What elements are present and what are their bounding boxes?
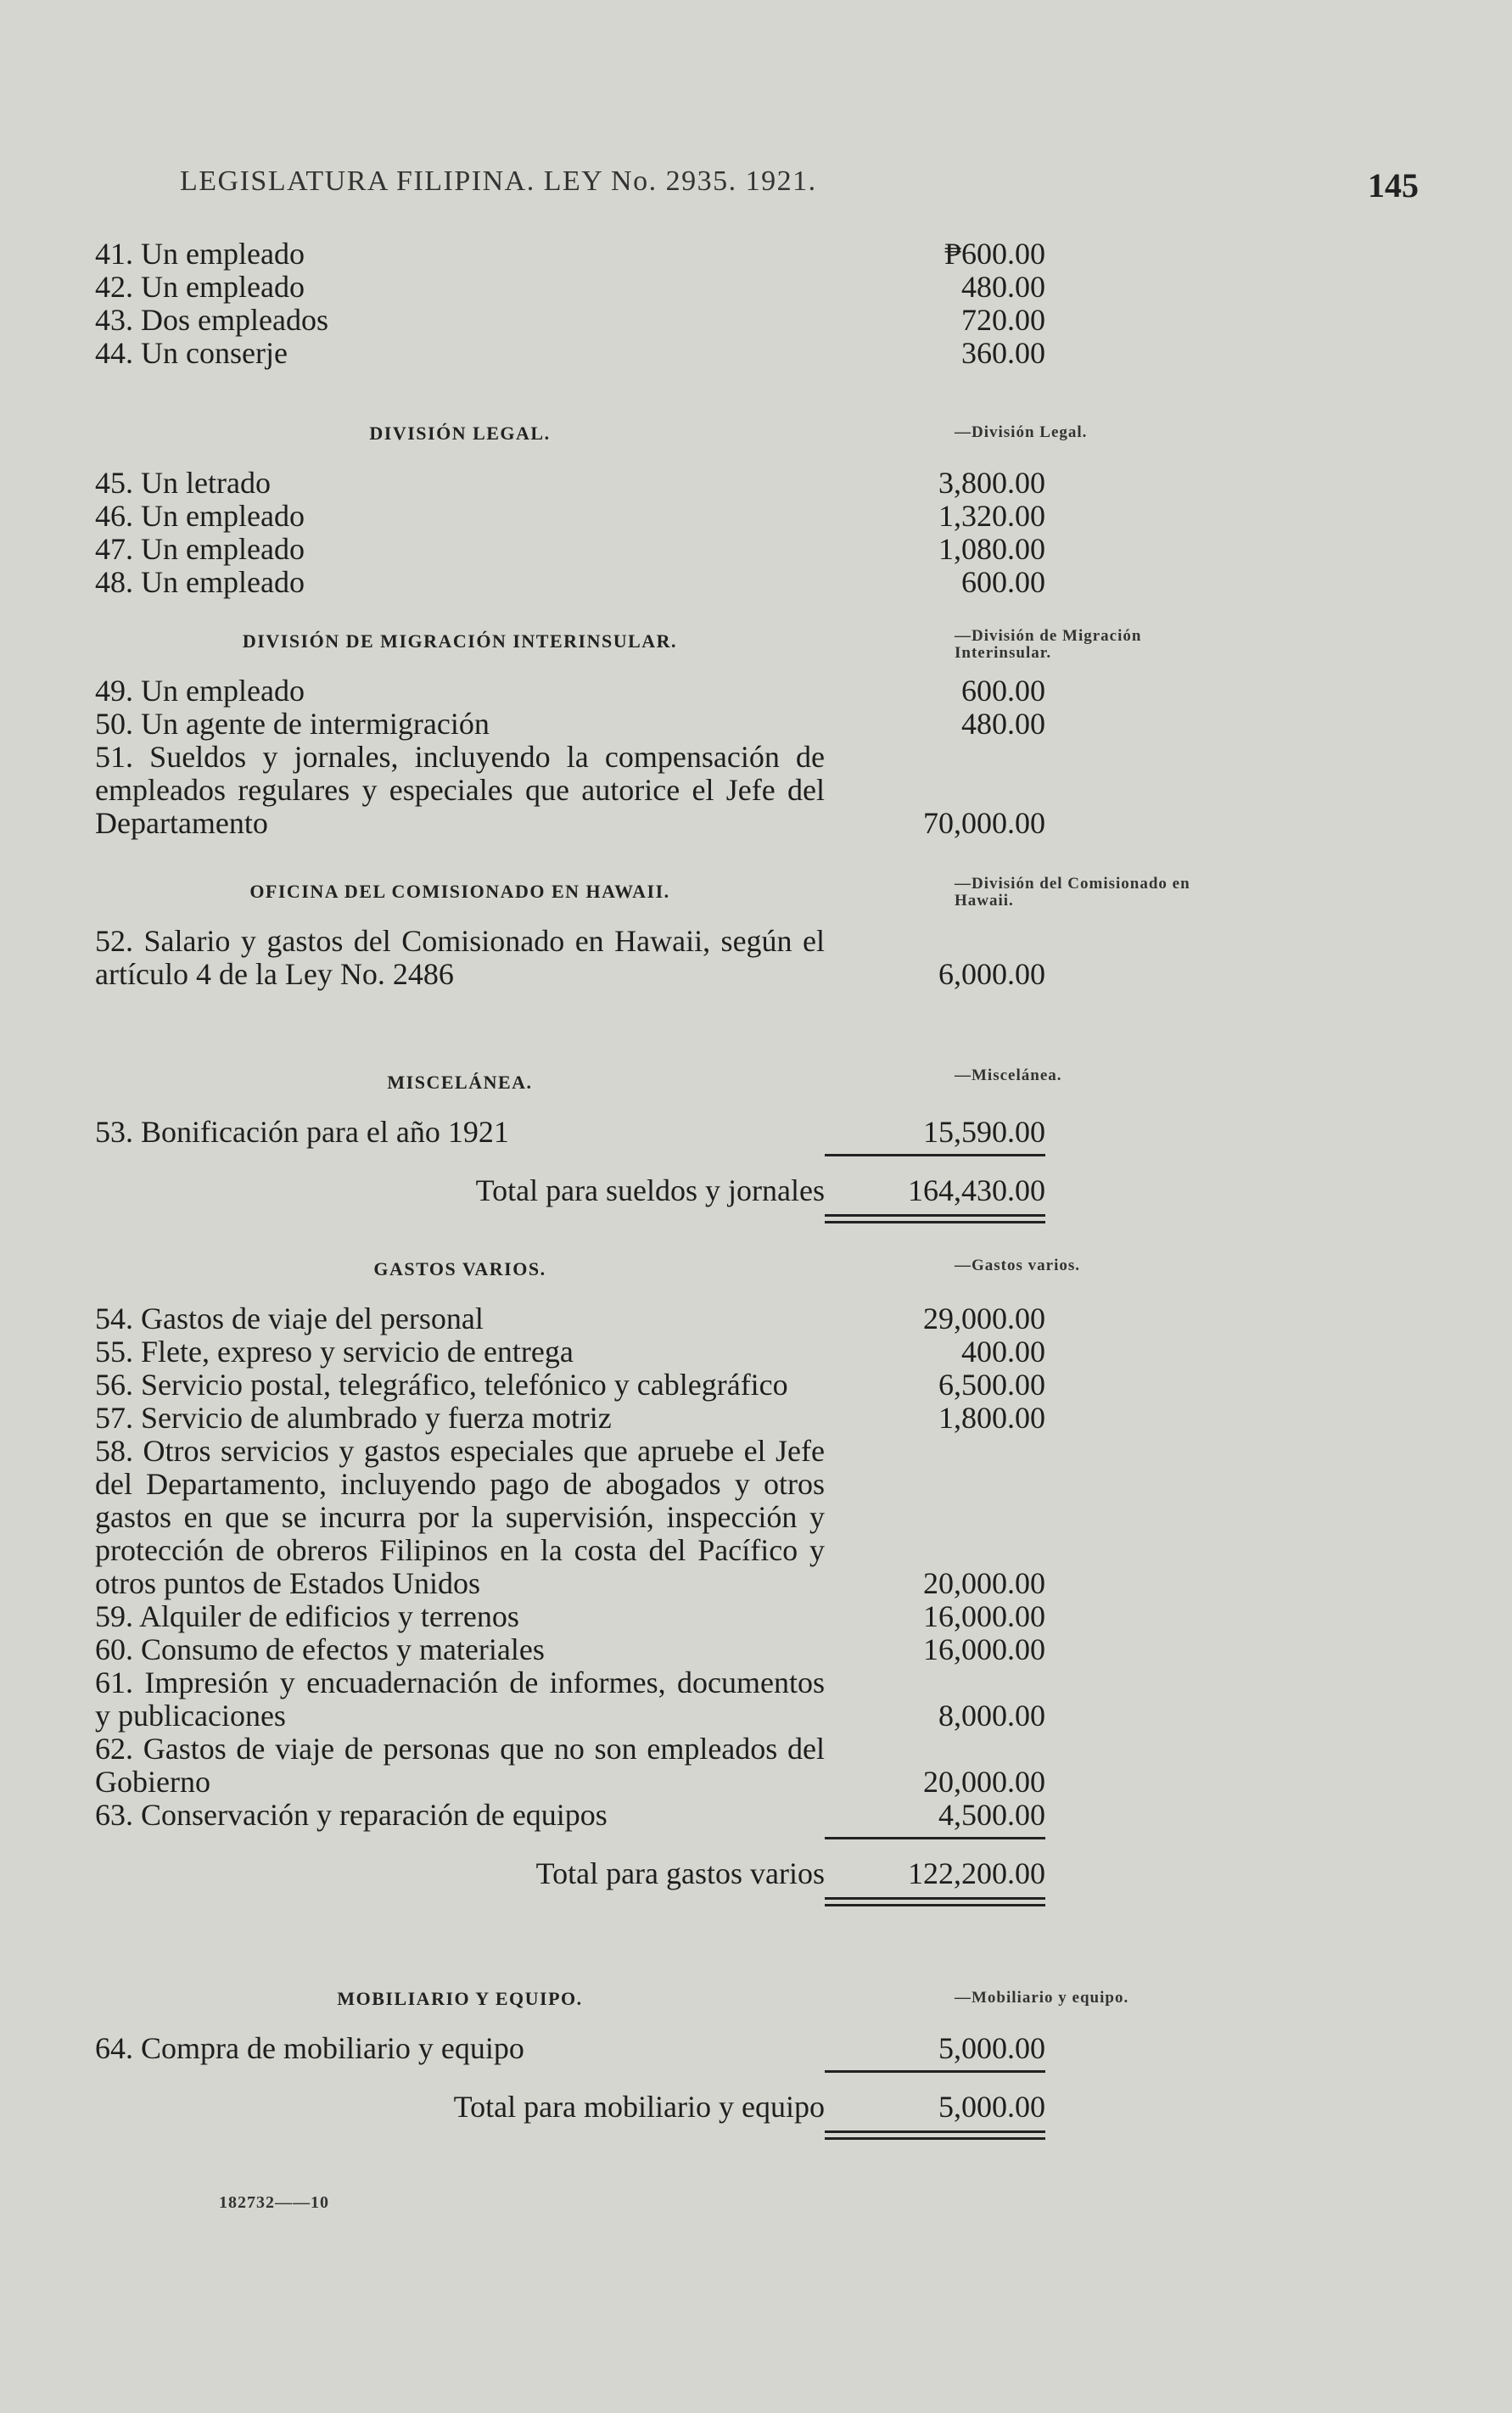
margin-note-miscelanea: —Miscelánea. <box>955 1067 1062 1084</box>
items-top-block <box>95 238 1045 370</box>
line-item-text: 47. Un empleado <box>95 533 305 566</box>
total-double-rule <box>825 1897 1045 1906</box>
line-item <box>95 337 1045 370</box>
line-item <box>95 238 1045 271</box>
line-item <box>95 467 1045 500</box>
page-header <box>180 165 1419 216</box>
line-item-text: 62. Gastos de viaje de personas que no son empleados del Gobierno <box>95 1733 825 1799</box>
line-item <box>95 304 1045 337</box>
total-row <box>95 1856 1045 1890</box>
line-item-text: 51. Sueldos y jornales, incluyendo la compensación de empleados regulares y especiales que autorice el Jefe del Departamento <box>95 741 825 840</box>
line-item-text: 53. Bonificación para el año 1921 <box>95 1116 509 1149</box>
section-division-legal <box>95 390 1045 599</box>
line-item-amount: 8,000.00 <box>938 1699 1045 1733</box>
total-label: Total para mobiliario y equipo <box>453 2090 825 2124</box>
line-item-text: 41. Un empleado <box>95 238 305 271</box>
subtotal-rule <box>825 2070 1045 2073</box>
line-item-text: 58. Otros servicios y gastos especiales que apruebe el Jefe del Departamento, incluyendo pago de abogados y otros gastos en que se incurra por la supervisión, inspección y protección de obreros Filipinos en la costa del Pacífico y otros puntos de Estados Unidos <box>95 1435 825 1600</box>
section-heading: DIVISIÓN LEGAL. <box>369 423 551 444</box>
subtotal-rule <box>825 1154 1045 1156</box>
line-item-text: 49. Un empleado <box>95 675 305 708</box>
line-item-amount: 29,000.00 <box>923 1302 1045 1335</box>
line-item-amount: 1,800.00 <box>938 1401 1045 1435</box>
line-item-amount: 600.00 <box>961 674 1045 708</box>
total-amount: 164,430.00 <box>908 1173 1045 1207</box>
line-item-amount: 6,000.00 <box>938 957 1045 991</box>
section-miscelanea <box>95 1039 1045 1223</box>
line-item <box>95 1435 1045 1600</box>
section-heading: DIVISIÓN DE MIGRACIÓN INTERINSULAR. <box>242 630 678 652</box>
line-item-text: 50. Un agente de intermigración <box>95 708 490 741</box>
line-item <box>95 1116 1045 1149</box>
total-label: Total para gastos varios <box>535 1856 825 1890</box>
line-item <box>95 500 1045 533</box>
line-item-amount: 720.00 <box>961 303 1045 337</box>
line-item-text: 52. Salario y gastos del Comisionado en Hawaii, según el artículo 4 de la Ley No. 2486 <box>95 925 825 991</box>
line-item <box>95 741 1045 840</box>
line-item-text: 63. Conservación y reparación de equipos <box>95 1799 608 1832</box>
line-item-amount: 360.00 <box>961 336 1045 370</box>
print-code: 182732——10 <box>219 2193 329 2212</box>
line-item-text: 43. Dos empleados <box>95 304 328 337</box>
line-item <box>95 2032 1045 2065</box>
margin-note-mobiliario: —Mobiliario y equipo. <box>955 1989 1129 2007</box>
page-number: 145 <box>1368 166 1419 204</box>
total-row <box>95 2090 1045 2124</box>
line-item <box>95 1369 1045 1402</box>
line-item-amount: 600.00 <box>961 565 1045 599</box>
line-item <box>95 1600 1045 1633</box>
total-label: Total para sueldos y jornales <box>475 1173 825 1207</box>
line-item <box>95 1799 1045 1832</box>
line-item-text: 55. Flete, expreso y servicio de entrega <box>95 1335 574 1369</box>
line-item-text: 60. Consumo de efectos y materiales <box>95 1633 545 1666</box>
total-amount: 5,000.00 <box>938 2090 1045 2124</box>
line-item-amount: 5,000.00 <box>938 2031 1045 2065</box>
line-item-amount: 1,320.00 <box>938 499 1045 533</box>
line-item <box>95 1302 1045 1335</box>
line-item-text: 48. Un empleado <box>95 566 305 599</box>
line-item-text: 59. Alquiler de edificios y terrenos <box>95 1600 519 1633</box>
line-item-text: 54. Gastos de viaje del personal <box>95 1302 484 1335</box>
margin-note-division-legal: —División Legal. <box>955 423 1088 441</box>
line-item <box>95 533 1045 566</box>
line-item-amount: 6,500.00 <box>938 1368 1045 1402</box>
line-item-text: 45. Un letrado <box>95 467 271 500</box>
total-double-rule <box>825 2130 1045 2140</box>
section-oficina-hawaii <box>95 848 1045 991</box>
line-item-amount: 4,500.00 <box>938 1798 1045 1832</box>
line-item-amount: 20,000.00 <box>923 1765 1045 1799</box>
line-item <box>95 271 1045 304</box>
section-heading: OFICINA DEL COMISIONADO EN HAWAII. <box>249 881 670 902</box>
margin-note-gastos-varios: —Gastos varios. <box>955 1257 1080 1274</box>
line-item <box>95 1733 1045 1799</box>
line-item-amount: 480.00 <box>961 270 1045 304</box>
margin-note-oficina-hawaii: —División del Comisionado en Hawaii. <box>955 875 1190 910</box>
line-item-text: 42. Un empleado <box>95 271 305 304</box>
line-item <box>95 1402 1045 1435</box>
line-item <box>95 566 1045 599</box>
line-item-text: 44. Un conserje <box>95 337 288 370</box>
margin-note-division-migracion: —División de Migración Interinsular. <box>955 627 1142 662</box>
line-item-text: 57. Servicio de alumbrado y fuerza motriz <box>95 1402 612 1435</box>
line-item <box>95 1666 1045 1733</box>
line-item-amount: 70,000.00 <box>923 806 1045 840</box>
line-item <box>95 925 1045 991</box>
line-item-text: 64. Compra de mobiliario y equipo <box>95 2032 524 2065</box>
line-item <box>95 708 1045 741</box>
line-item <box>95 1633 1045 1666</box>
section-heading: GASTOS VARIOS. <box>373 1258 546 1279</box>
line-item-amount: ₱600.00 <box>944 237 1045 271</box>
line-item-amount: 3,800.00 <box>938 466 1045 500</box>
section-mobiliario <box>95 1956 1045 2140</box>
line-item-text: 46. Un empleado <box>95 500 305 533</box>
section-heading: MISCELÁNEA. <box>387 1072 533 1093</box>
line-item-text: 56. Servicio postal, telegráfico, telefónico y cablegráfico <box>95 1369 788 1402</box>
section-heading: MOBILIARIO Y EQUIPO. <box>337 1988 583 2009</box>
line-item-amount: 16,000.00 <box>923 1632 1045 1666</box>
line-item-amount: 1,080.00 <box>938 532 1045 566</box>
total-double-rule <box>825 1214 1045 1223</box>
total-amount: 122,200.00 <box>908 1856 1045 1890</box>
running-title: LEGISLATURA FILIPINA. LEY No. 2935. 1921. <box>180 165 817 197</box>
section-division-migracion <box>95 598 1045 840</box>
line-item-amount: 16,000.00 <box>923 1599 1045 1633</box>
line-item-amount: 400.00 <box>961 1335 1045 1369</box>
line-item-amount: 480.00 <box>961 707 1045 741</box>
line-item <box>95 675 1045 708</box>
line-item-amount: 15,590.00 <box>923 1115 1045 1149</box>
section-gastos-varios <box>95 1226 1045 1906</box>
total-row <box>95 1173 1045 1207</box>
line-item-amount: 20,000.00 <box>923 1566 1045 1600</box>
line-item-text: 61. Impresión y encuadernación de informes, documentos y publicaciones <box>95 1666 825 1733</box>
subtotal-rule <box>825 1837 1045 1839</box>
line-item <box>95 1335 1045 1369</box>
